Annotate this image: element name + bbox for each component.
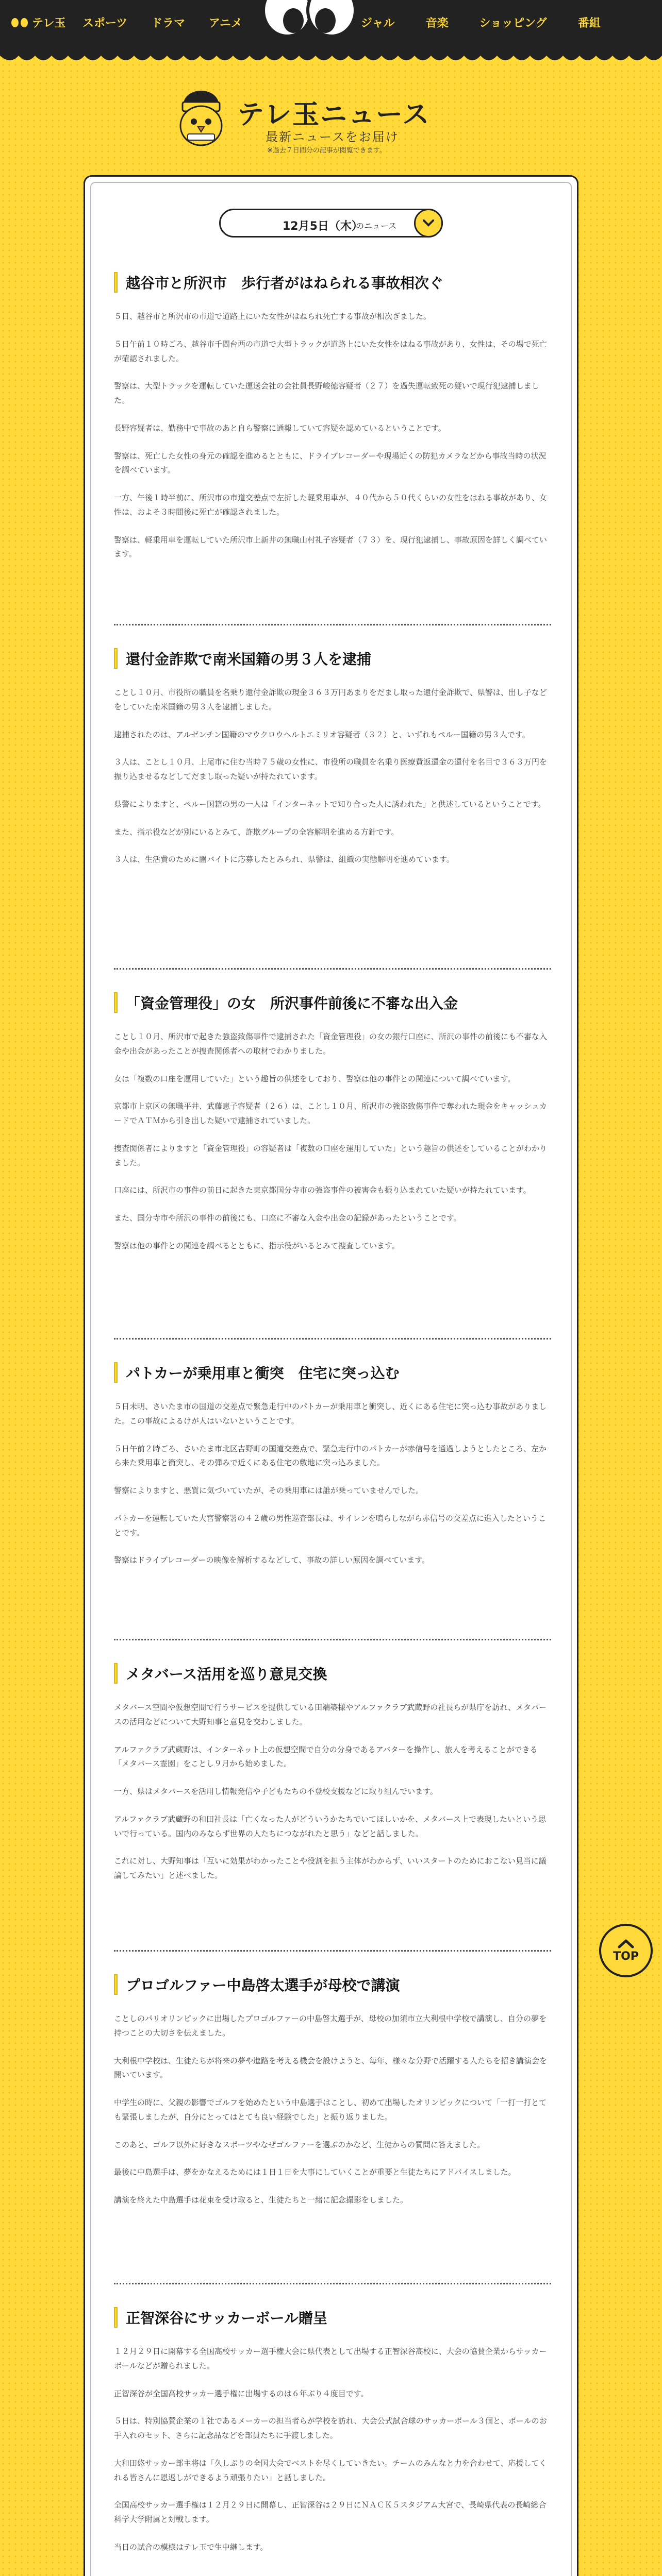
article-paragraph: ３人は、ことし１０月、上尾市に住む当時７５歳の女性に、市役所の職員を名乗り医療費返還金の還付を名目で３６３万円を振り込ませるなどしてだまし取った疑いが持たれています。 [114, 757, 548, 781]
news-article [114, 2306, 551, 2568]
article-paragraph: 警察は、死亡した女性の身元の確認を進めるとともに、ドライブレコーダーや現場近くの防犯カメラなどから事故当時の状況を調べています。 [114, 451, 547, 475]
article-paragraph: メタバース空間や仮想空間で行うサービスを提供している田端築様やアルファクラブ武蔵野の社長らが県庁を訪れ、メタバースの活用などについて大野知事と意見を交わしました。 [114, 1703, 547, 1726]
article-paragraph: １２月２９日に開幕する全国高校サッカー選手権大会に県代表として出場する正智深谷高校に、大会の協賛企業からサッカーボールなどが贈られました。 [114, 2347, 547, 2370]
news-article [114, 647, 551, 880]
article-paragraph: 一方、県はメタバースを活用し情報発信や子どもたちの不登校支援などに取り組んでいます。 [114, 1787, 438, 1796]
article-paragraph: 警察は他の事件との関連を調べるとともに、指示役がいるとみて捜査しています。 [114, 1241, 400, 1250]
date-selector-date: 12月5日（木） [283, 220, 363, 233]
mascot-bird-icon [170, 87, 232, 148]
article-body [114, 310, 551, 562]
article-title: メタバース活用を巡り意見交換 [126, 1666, 327, 1683]
nav-item-genre[interactable]: ジャル [361, 17, 395, 30]
article-paragraph: これに対し、大野知事は「互いに効果がわかったことや役割を担う主体がわからず、いいスタートのためにおこない見当に議論してみたい」と述べました。 [114, 1856, 547, 1880]
article-body [114, 1701, 551, 1883]
article-divider [114, 2283, 551, 2284]
article-paragraph: アルファクラブ武蔵野は、インターネット上の仮想空間で自分の分身であるアバターを操作し、旅人を考えることができる「メタバース霊園」をことし９月から始めました。 [114, 1744, 538, 1769]
article-heading[interactable] [114, 1361, 551, 1384]
heading-accent-bar [114, 1974, 118, 1995]
date-selector[interactable] [219, 209, 443, 238]
date-selector-suffix: のニュース [356, 221, 397, 231]
article-paragraph: 大利根中学校は、生徒たちが将来の夢や進路を考える機会を設けようと、毎年、様々な分野で活躍する人たちを招き講演会を開いています。 [114, 2056, 548, 2080]
article-body [114, 1030, 551, 1253]
article-paragraph: 中学生の時に、父親の影響でゴルフを始めたという中島選手はことし、初めて出場したオリンピックについて「一打一打とても緊張しましたが、自分にとってはとても良い経験でした」と振り返りました。 [114, 2098, 547, 2122]
article-paragraph: ことし１０月、市役所の職員を名乗り還付金詐欺の現金３６３万円あまりをだまし取った還付金詐欺で、県警は、出し子などをしていた南米国籍の男３人を逮捕しました。 [114, 688, 547, 711]
chevron-up-icon [617, 1939, 635, 1949]
article-heading[interactable] [114, 2306, 551, 2329]
article-paragraph: 大和田悠サッカー部主将は「久しぶりの全国大会でベストを尽くしていきたい。チームのみんなと力を合わせて、応援してくれる皆さんに恩返しができるよう頑張りたい」と話しました。 [114, 2458, 547, 2482]
article-divider [114, 1338, 551, 1340]
page-subtitle: 最新ニュースをお届け [266, 130, 399, 144]
article-paragraph: また、国分寺市や所沢の事件の前後にも、口座に不審な入金や出金の記録があったということです。 [114, 1213, 461, 1223]
nav-item-programs[interactable]: 番組 [577, 17, 601, 30]
heading-accent-bar [114, 992, 118, 1013]
article-paragraph: ５日、越谷市と所沢市の市道で道路上にいた女性がはねられ死亡する事故が相次ぎました。 [114, 312, 432, 321]
logo-eye-left [11, 18, 19, 27]
article-paragraph: 警察は、大型トラックを運転していた運送会社の会社員長野峻徳容疑者（２７）を過失運転致死の疑いで現行犯逮捕しました。 [114, 381, 539, 405]
article-body [114, 2012, 551, 2208]
article-divider [114, 968, 551, 970]
heading-accent-bar [114, 272, 118, 293]
article-title: パトカーが乗用車と衝突 住宅に突っ込む [126, 1365, 400, 1382]
news-panel [84, 175, 578, 2576]
article-paragraph: 警察はドライブレコーダーの映像を解析するなどして、事故の詳しい原因を調べています。 [114, 1555, 430, 1565]
article-paragraph: このあと、ゴルフ以外に好きなスポーツやなぜゴルファーを選ぶのかなど、生徒からの質問に答えました。 [114, 2140, 485, 2149]
article-heading[interactable] [114, 991, 551, 1014]
article-paragraph: 正智深谷が全国高校サッカー選手権に出場するのは６年ぶり４度目です。 [114, 2388, 369, 2398]
chevron-down-icon[interactable] [414, 209, 443, 238]
article-divider [114, 624, 551, 625]
heading-accent-bar [114, 648, 118, 669]
news-article [114, 991, 551, 1267]
nav-right-group [361, 14, 601, 30]
article-paragraph: 一方、午後１時半前に、所沢市の市道交差点で左折した軽乗用車が、４０代から５０代くらいの女性をはねる事故があり、女性は、およそ３時間後に死亡が確認されました。 [114, 493, 548, 517]
article-paragraph: 警察によりますと、悪質に気づいていたが、その乗用車には誰が乗っていませんでした。 [114, 1486, 424, 1495]
heading-accent-bar [114, 1663, 118, 1684]
site-logo[interactable] [11, 14, 66, 30]
article-paragraph: ことし１０月、所沢市で起きた強盗致傷事件で逮捕された「資金管理役」の女の銀行口座に、所沢の事件の前後にも不審な入金や出金があったことが捜査関係者への取材でわかりました。 [114, 1032, 548, 1056]
article-paragraph: 警察は、軽乗用車を運転していた所沢市上新井の無職山村礼子容疑者（７３）を、現行犯逮捕し、事故原因を詳しく調べています。 [114, 535, 548, 559]
article-title: 「資金管理役」の女 所沢事件前後に不審な出入金 [126, 995, 458, 1012]
article-paragraph: 全国高校サッカー選手権は１２月２９日に開幕し、正智深谷は２９日にＮＡＣＫ５スタジアム大宮で、長崎県代表の長崎総合科学大学附属と対戦します。 [114, 2500, 547, 2524]
article-body [114, 1400, 551, 1568]
archive-note: ※過去７日間分の記事が閲覧できます。 [267, 147, 386, 155]
article-title: 越谷市と所沢市 歩行者がはねられる事故相次ぐ [126, 275, 444, 292]
article-paragraph: パトカーを運転していた大宮警察署の４２歳の男性巡査部長は、サイレンを鳴らしながら赤信号の交差点に進入したということです。 [114, 1513, 546, 1537]
article-paragraph: 口座には、所沢市の事件の前日に起きた東京都国分寺市の強盗事件の被害金も振り込まれていた疑いが持たれています。 [114, 1185, 531, 1195]
article-body [114, 686, 551, 867]
article-paragraph: アルファクラブ武蔵野の和田社長は「亡くなった人がどういうかたちでいてほしいかを、メタバース上で表現したいという思いで行っている。国内のみならず世界の人たちにつながれたと思う」などと話しました。 [114, 1814, 547, 1838]
heading-accent-bar [114, 1362, 118, 1383]
article-paragraph: 捜査関係者によりますと「資金管理役」の容疑者は「複数の口座を運用していた」という趣旨の供述をしていることがわかりました。 [114, 1143, 548, 1167]
article-heading[interactable] [114, 1973, 551, 1996]
article-paragraph: ５日は、特別協賛企業の１社であるメーカーの担当者らが学校を訪れ、大会公式試合球のサッカーボール３個と、ボールのお手入れのセット、さらに記念品などを部員たちに手渡しました。 [114, 2416, 547, 2440]
site-logo-text: テレ玉 [32, 17, 66, 30]
article-title: プロゴルファー中島啓太選手が母校で講演 [126, 1977, 400, 1994]
nav-item-drama[interactable]: ドラマ [151, 17, 186, 30]
article-body [114, 2345, 551, 2555]
article-paragraph: 逮捕されたのは、アルゼンチン国籍のマウクロウヘルトエミリオ容疑者（３２）と、いずれもペルー国籍の男３人です。 [114, 730, 530, 739]
article-heading[interactable] [114, 270, 551, 294]
article-heading[interactable] [114, 1662, 551, 1685]
news-article [114, 1361, 551, 1581]
article-heading[interactable] [114, 647, 551, 670]
article-paragraph: 県警によりますと、ペルー国籍の男の一人は「インターネットで知り合った人に誘われた」と供述しているということです。 [114, 799, 546, 809]
heading-accent-bar [114, 2307, 118, 2328]
article-paragraph: ５日午前２時ごろ、さいたま市北区吉野町の国道交差点で、緊急走行中のパトカーが赤信号を通過しようとしたところ、左から来た乗用車と衝突し、その弾みで近くにある住宅の敷地に突っ込みました。 [114, 1444, 547, 1468]
article-paragraph: 京都市上京区の無職平井、武藤恵子容疑者（２６）は、ことし１０月、所沢市の強盗致傷事件で奪われた現金をキャッシュカードでＡＴＭから引き出した疑いで逮捕されていました。 [114, 1101, 547, 1125]
article-divider [114, 1639, 551, 1640]
article-paragraph: ことしのパリオリンピックに出場したプロゴルファーの中島啓太選手が、母校の加須市立大利根中学校で講演し、自分の夢を持つことの大切さを伝えました。 [114, 2014, 547, 2038]
news-article [114, 1973, 551, 2221]
article-title: 正智深谷にサッカーボール贈呈 [126, 2310, 327, 2327]
logo-eye-right [21, 18, 28, 27]
nav-item-anime[interactable]: アニメ [209, 17, 243, 30]
article-paragraph: 最後に中島選手は、夢をかなえるためには１日１日を大事にしていくことが重要と生徒たちにアドバイスしました。 [114, 2167, 516, 2177]
article-paragraph: また、指示役などが別にいるとみて、詐欺グループの全容解明を進める方針です。 [114, 827, 399, 837]
page-title: テレ玉ニュース [237, 99, 431, 130]
nav-item-shopping[interactable]: ショッピング [479, 17, 547, 30]
mascot-eyes-icon [260, 0, 358, 36]
article-paragraph: ５日午前１０時ごろ、越谷市千間台西の市道で大型トラックが道路上にいた女性をはねる事故があり、女性は、その場で死亡が確認されました。 [114, 339, 547, 363]
news-article [114, 1662, 551, 1896]
article-paragraph: ５日未明、さいたま市の国道の交差点で緊急走行中のパトカーが乗用車と衝突し、近くにある住宅に突っ込む事故がありました。この事故によるけが人はいないということです。 [114, 1402, 547, 1426]
article-paragraph: 講演を終えた中島選手は花束を受け取ると、生徒たちと一緒に記念撮影をしました。 [114, 2195, 408, 2205]
nav-wave-edge [0, 49, 662, 70]
article-title: 還付金詐欺で南米国籍の男３人を逮捕 [126, 651, 372, 668]
back-to-top-button[interactable] [599, 1924, 653, 1977]
article-paragraph: 女は「複数の口座を運用していた」という趣旨の供述をしており、警察は他の事件との関連について調べています。 [114, 1074, 516, 1083]
news-article [114, 270, 551, 575]
article-paragraph: ３人は、生活費のために闇バイトに応募したとみられ、県警は、組織の実態解明を進めています。 [114, 855, 454, 865]
article-paragraph: 当日の試合の模様はテレ玉で生中継します。 [114, 2542, 268, 2552]
article-paragraph: 長野容疑者は、勤務中で事故のあと自ら警察に通報していて容疑を認めているということです。 [114, 423, 446, 433]
nav-item-sports[interactable]: スポーツ [82, 17, 128, 30]
nav-item-music[interactable]: 音楽 [425, 17, 449, 30]
back-to-top-label: TOP [613, 1950, 639, 1963]
article-divider [114, 1950, 551, 1952]
page-header [0, 77, 662, 160]
